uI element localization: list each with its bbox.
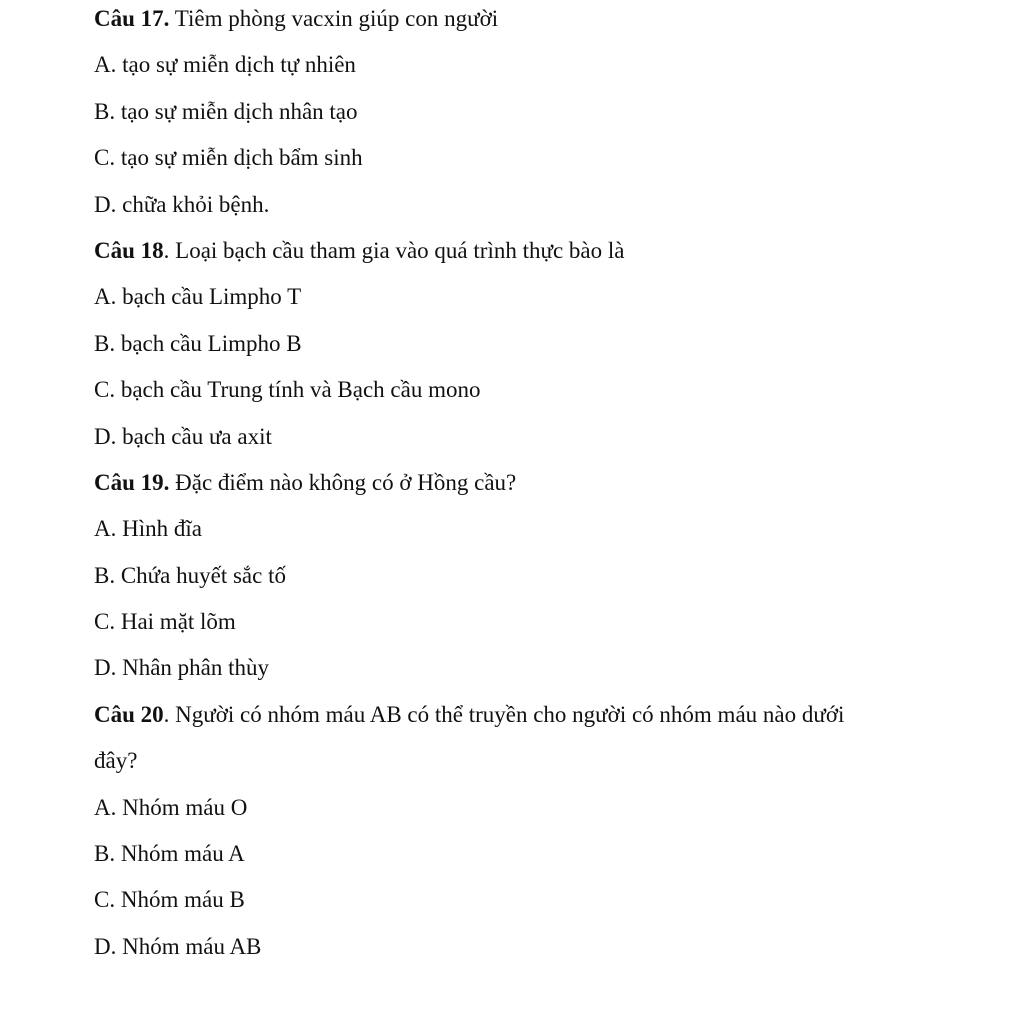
question-19-option-a: A. Hình đĩa [94, 516, 202, 542]
question-20-option-b: B. Nhóm máu A [94, 841, 245, 867]
quiz-document [94, 0, 994, 974]
question-20-option-a: A. Nhóm máu O [94, 794, 248, 820]
question-20-option-c: C. Nhóm máu B [94, 887, 245, 913]
question-18-option-a: A. bạch cầu Limpho T [94, 284, 302, 310]
question-20-text: . Người có nhóm máu AB có thể truyền cho người có nhóm máu nào dưới [163, 701, 845, 727]
question-18-text: . Loại bạch cầu tham gia vào quá trình thực bào là [163, 237, 625, 263]
question-20-number: Câu 20 [94, 701, 164, 727]
question-19-number: Câu 19. [94, 469, 170, 495]
question-18-option-b: B. bạch cầu Limpho B [94, 330, 302, 356]
question-17-option-b: B. tạo sự miễn dịch nhân tạo [94, 98, 358, 124]
question-17-stem [94, 0, 994, 46]
question-19-text: Đặc điểm nào không có ở Hồng cầu? [169, 469, 517, 495]
question-17-number: Câu 17. [94, 6, 170, 31]
question-19-option-b: B. Chứa huyết sắc tố [94, 562, 286, 588]
question-17-option-d: D. chữa khỏi bệnh. [94, 191, 270, 217]
question-18-option-d: D. bạch cầu ưa axit [94, 423, 272, 449]
question-17-text: Tiêm phòng vacxin giúp con người [169, 6, 499, 31]
question-18-option-c: C. bạch cầu Trung tính và Bạch cầu mono [94, 377, 481, 403]
question-19-option-d: D. Nhân phân thùy [94, 655, 270, 681]
question-19-stem [94, 464, 994, 510]
question-18-number: Câu 18 [94, 237, 164, 263]
question-19-option-c: C. Hai mặt lõm [94, 609, 236, 635]
question-20-stem-continued: đây? [94, 748, 138, 774]
question-20-option-d: D. Nhóm máu AB [94, 933, 262, 959]
question-17-option-a: A. tạo sự miễn dịch tự nhiên [94, 52, 356, 78]
question-17-option-c: C. tạo sự miễn dịch bẩm sinh [94, 145, 363, 171]
question-18-stem [94, 232, 994, 278]
question-20-stem [94, 696, 994, 742]
